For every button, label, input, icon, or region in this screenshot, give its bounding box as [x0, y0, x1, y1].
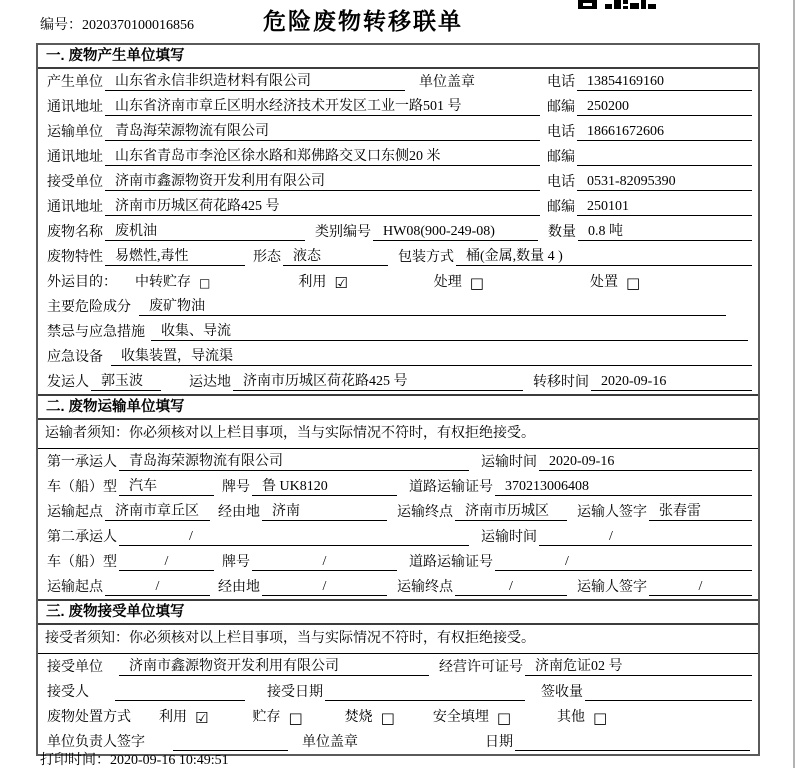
- purpose-option-transfer: [133, 274, 210, 291]
- origin-value: /: [105, 578, 210, 596]
- waste-name-row: [38, 219, 758, 244]
- form-label: 形态: [253, 250, 281, 265]
- phone-label: 电话: [547, 125, 575, 140]
- hazard-label: 主要危险成分: [47, 300, 131, 315]
- checkbox-checked-icon: ☑: [195, 709, 209, 727]
- transporter-phone-value: 18661672606: [577, 123, 752, 141]
- form-value: 液态: [283, 248, 388, 266]
- road-cert-label: 道路运输证号: [409, 480, 493, 495]
- transfer-date-value: 2020-09-16: [591, 373, 752, 391]
- checkbox-icon: □: [593, 709, 608, 727]
- carrier1-time-value: 2020-09-16: [539, 453, 752, 471]
- transporter-label: 运输单位: [47, 125, 103, 140]
- producer-value: 山东省永信非织造材料有限公司: [105, 73, 405, 91]
- checkbox-icon: □: [288, 709, 303, 727]
- equipment-value: 收集装置，导流渠: [111, 348, 752, 366]
- transport-time-label: 运输时间: [481, 455, 537, 470]
- disposal-option-label: 焚烧: [344, 710, 373, 725]
- accept-unit-value: 济南市鑫源物资开发利用有限公司: [119, 658, 429, 676]
- license-value: 济南危证02 号: [525, 658, 752, 676]
- road-cert-value: 370213006408: [495, 478, 752, 496]
- waste-name-value: 废机油: [105, 223, 305, 241]
- transporter-row: [38, 119, 758, 144]
- purpose-label: 外运目的：: [47, 275, 117, 290]
- carrier1-route-row: [38, 499, 758, 524]
- accept-date-value: [325, 684, 525, 701]
- carrier1-vehicle-row: [38, 474, 758, 499]
- receiver-notice: 接受者须知：你必须核对以上栏目事项，当与实际情况不符时，有权拒绝接受。: [38, 625, 758, 654]
- producer-address-row: [38, 94, 758, 119]
- category-value: HW08(900-249-08): [373, 223, 538, 241]
- checkbox-icon: □: [469, 274, 484, 292]
- license-label: 经营许可证号: [439, 660, 523, 675]
- plate-label: 牌号: [222, 480, 250, 495]
- end-label: 运输终点: [397, 505, 453, 520]
- taboo-label: 禁忌与应急措施: [47, 325, 145, 340]
- vehicle-type-value: 汽车: [119, 478, 214, 496]
- signed-amount-label: 签收量: [541, 685, 583, 700]
- transporter-sign-value: /: [649, 578, 752, 596]
- end-value: 济南市历城区: [455, 503, 567, 521]
- carrier2-route-row: [38, 574, 758, 599]
- character-label: 废物特性: [47, 250, 103, 265]
- address-label: 通讯地址: [47, 200, 103, 215]
- transporter-sign-label: 运输人签字: [577, 505, 647, 520]
- waste-name-label: 废物名称: [47, 225, 103, 240]
- producer-phone-value: 13854169160: [577, 73, 752, 91]
- purpose-row: [38, 269, 758, 294]
- address-label: 通讯地址: [47, 150, 103, 165]
- transporter-sign-label: 运输人签字: [577, 580, 647, 595]
- zip-label: 邮编: [547, 150, 575, 165]
- receiver-address-value: 济南市历城区荷花路425 号: [105, 198, 540, 216]
- checkbox-icon: □: [625, 274, 641, 292]
- end-label: 运输终点: [397, 580, 453, 595]
- disposal-option-store: [250, 709, 302, 726]
- phone-label: 电话: [547, 175, 575, 190]
- equipment-label: 应急设备: [47, 350, 103, 365]
- waste-character-row: [38, 244, 758, 269]
- accept-person-value: [115, 684, 245, 701]
- road-cert-label: 道路运输证号: [409, 555, 493, 570]
- taboo-value: 收集、导流: [151, 323, 748, 341]
- accept-person-label: 接受人: [47, 685, 89, 700]
- transporter-address-value: 山东省青岛市李沧区徐水路和郑佛路交叉口东侧20 米: [105, 148, 540, 166]
- disposal-option-other: [555, 709, 607, 726]
- end-value: /: [455, 578, 567, 596]
- sender-value: 郭玉波: [91, 373, 161, 391]
- accept-unit-label: 接受单位: [47, 660, 103, 675]
- qr-code-icon: [578, 0, 662, 10]
- purpose-option-treat: [432, 274, 484, 291]
- via-value: /: [262, 578, 387, 596]
- disposal-label: 废物处置方式: [47, 710, 131, 725]
- checkbox-icon: □: [199, 276, 211, 290]
- purpose-option-use: [296, 274, 347, 291]
- section-2-header: 二. 废物运输单位填写: [38, 394, 758, 420]
- plate-label: 牌号: [222, 555, 250, 570]
- section-3-header: 三. 废物接受单位填写: [38, 599, 758, 625]
- unit-seal-label: 单位盖章: [302, 735, 358, 750]
- character-value: 易燃性,毒性: [105, 248, 245, 266]
- checkbox-icon: □: [496, 709, 512, 727]
- plate-value: 鲁 UK8120: [252, 478, 397, 496]
- destination-label: 运达地: [189, 375, 231, 390]
- receiver-row: [38, 169, 758, 194]
- serial-label: 编号：: [40, 18, 82, 33]
- accept-person-row: [38, 679, 758, 704]
- purpose-option-dispose: [588, 274, 640, 291]
- date-value: [515, 734, 750, 751]
- purpose-option-label: 中转贮存: [135, 275, 191, 290]
- zip-label: 邮编: [547, 200, 575, 215]
- destination-value: 济南市历城区荷花路425 号: [233, 373, 523, 391]
- producer-zip-value: 250200: [577, 98, 752, 116]
- carrier2-vehicle-row: [38, 549, 758, 574]
- origin-value: 济南市章丘区: [105, 503, 210, 521]
- section-1-header: 一. 废物产生单位填写: [38, 45, 758, 69]
- date-label: 日期: [485, 735, 513, 750]
- unit-seal-label: 单位盖章: [419, 75, 475, 90]
- page-header: [0, 0, 796, 42]
- purpose-option-label: 处理: [433, 275, 462, 290]
- category-label: 类别编号: [315, 225, 371, 240]
- via-value: 济南: [262, 503, 387, 521]
- taboo-row: [38, 319, 758, 344]
- vehicle-type-value: /: [119, 553, 214, 571]
- packaging-label: 包装方式: [398, 250, 454, 265]
- origin-label: 运输起点: [47, 505, 103, 520]
- plate-value: /: [252, 553, 397, 571]
- carrier1-row: [38, 449, 758, 474]
- serial-number: 2020370100016856: [82, 18, 194, 33]
- transporter-address-row: [38, 144, 758, 169]
- disposal-option-label: 安全填埋: [432, 710, 489, 725]
- carrier2-label: 第二承运人: [47, 530, 117, 545]
- disposal-option-label: 贮存: [252, 710, 281, 725]
- disposal-option-label: 利用: [159, 710, 187, 725]
- carrier1-label: 第一承运人: [47, 455, 117, 470]
- transporter-zip-value: [577, 149, 752, 166]
- quantity-label: 数量: [548, 225, 576, 240]
- receiver-label: 接受单位: [47, 175, 103, 190]
- transporter-notice: 运输者须知：你必须核对以上栏目事项，当与实际情况不符时，有权拒绝接受。: [38, 420, 758, 449]
- purpose-option-label: 利用: [298, 275, 327, 290]
- transfer-date-label: 转移时间: [533, 375, 589, 390]
- form-box: [36, 43, 760, 756]
- accept-unit-row: [38, 654, 758, 679]
- phone-label: 电话: [547, 75, 575, 90]
- purpose-option-label: 处置: [589, 275, 618, 290]
- vehicle-type-label: 车（船）型: [47, 480, 117, 495]
- origin-label: 运输起点: [47, 580, 103, 595]
- vehicle-type-label: 车（船）型: [47, 555, 117, 570]
- disposal-option-landfill: [431, 709, 511, 726]
- page-title: 危险废物转移联单: [263, 8, 463, 34]
- equipment-row: [38, 344, 758, 369]
- disposal-option-label: 其他: [557, 710, 586, 725]
- disposal-option-use: [157, 709, 208, 726]
- carrier2-time-value: /: [539, 528, 752, 546]
- hazard-row: [38, 294, 758, 319]
- transport-time-label: 运输时间: [481, 530, 537, 545]
- receiver-value: 济南市鑫源物资开发利用有限公司: [105, 173, 540, 191]
- transporter-sign-value: 张春雷: [649, 503, 752, 521]
- print-time-line: [40, 749, 229, 768]
- checkbox-checked-icon: ☑: [334, 274, 348, 292]
- road-cert-value: /: [495, 553, 752, 571]
- carrier2-value: /: [119, 528, 469, 546]
- carrier1-value: 青岛海荣源物流有限公司: [119, 453, 469, 471]
- hazard-value: 废矿物油: [139, 298, 726, 316]
- signed-amount-value: [585, 684, 752, 701]
- accept-date-label: 接受日期: [267, 685, 323, 700]
- print-time-label: 打印时间：: [40, 753, 110, 768]
- quantity-value: 0.8 吨: [578, 223, 752, 241]
- producer-row: [38, 69, 758, 94]
- print-time-value: 2020-09-16 10:49:51: [110, 753, 229, 768]
- unit-sign-label: 单位负责人签字: [47, 735, 145, 750]
- sender-label: 发运人: [47, 375, 89, 390]
- checkbox-icon: □: [380, 709, 395, 727]
- carrier2-row: [38, 524, 758, 549]
- disposal-row: [38, 704, 758, 729]
- receiver-phone-value: 0531-82095390: [577, 173, 752, 191]
- zip-label: 邮编: [547, 100, 575, 115]
- sender-row: [38, 369, 758, 394]
- receiver-zip-value: 250101: [577, 198, 752, 216]
- address-label: 通讯地址: [47, 100, 103, 115]
- receiver-address-row: [38, 194, 758, 219]
- producer-address-value: 山东省济南市章丘区明水经济技术开发区工业一路501 号: [105, 98, 540, 116]
- via-label: 经由地: [218, 580, 260, 595]
- disposal-option-burn: [343, 709, 395, 726]
- packaging-value: 桶(金属,数量 4 ): [456, 248, 752, 266]
- producer-label: 产生单位: [47, 75, 103, 90]
- transporter-value: 青岛海荣源物流有限公司: [105, 123, 540, 141]
- via-label: 经由地: [218, 505, 260, 520]
- page-edge-divider: [793, 0, 795, 768]
